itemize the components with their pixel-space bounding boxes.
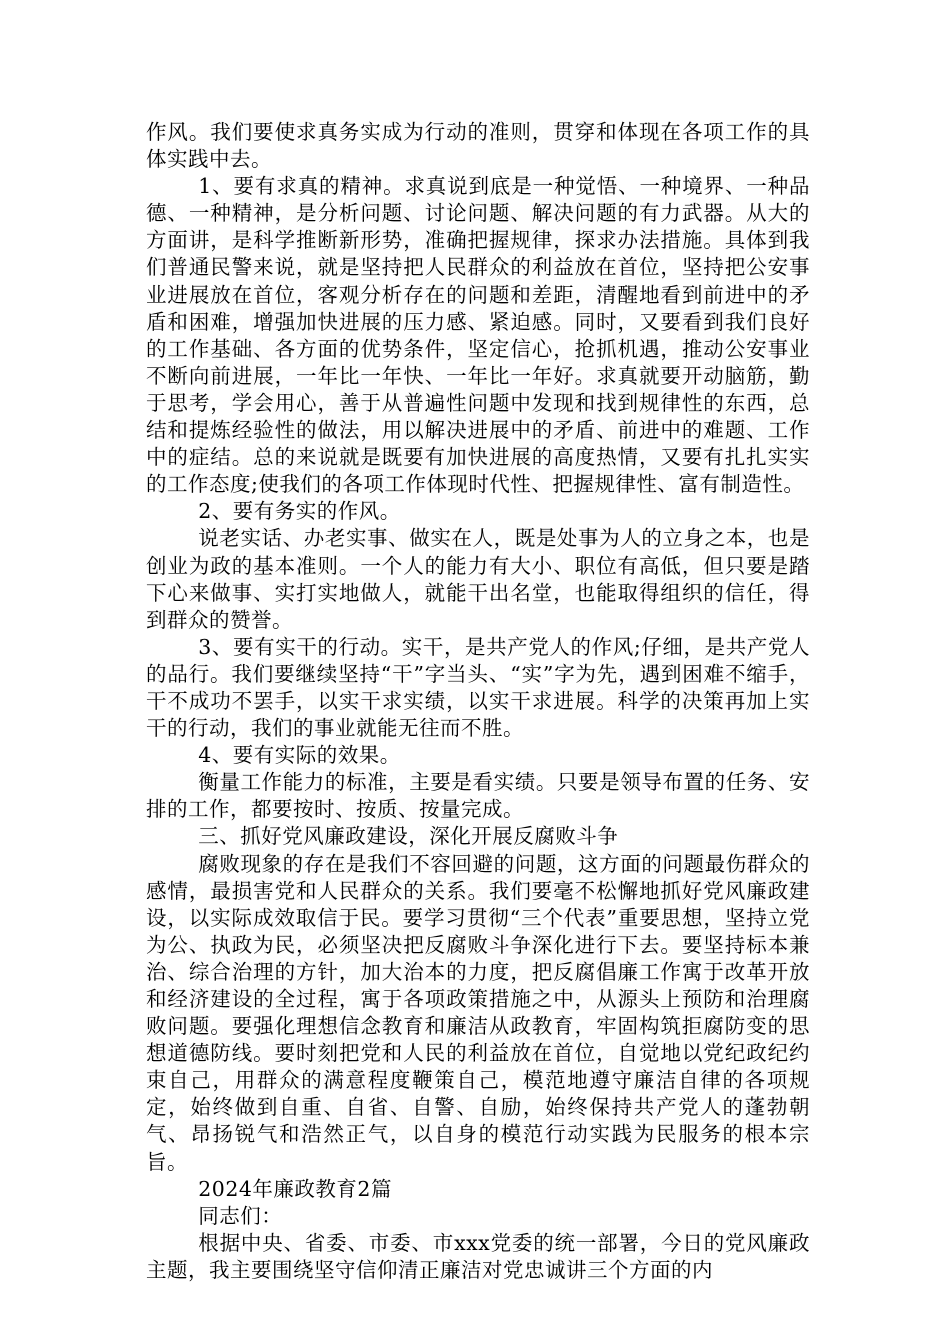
paragraph-12: 根据中央、省委、市委、市xxx党委的统一部署，今日的党风廉政主题，我主要围绕坚守信仰清正廉洁对党忠诚讲三个方面的内 [146,1230,810,1282]
paragraph-4: 说老实话、办老实事、做实在人，既是处事为人的立身之本，也是创业为政的基本准则。一个人的能力有大小、职位有高低，但只要是踏下心来做事、实打实地做人，就能干出名堂，也能取得组织的信任，得到群众的赞誉。 [146,526,810,632]
paragraph-2: 1、要有求真的精神。求真说到底是一种觉悟、一种境界、一种品德、一种精神，是分析问题、讨论问题、解决问题的有力武器。从大的方面讲，是科学推断新形势，准确把握规律，探求办法措施。具体到我们普通民警来说，就是坚持把人民群众的利益放在首位，坚持把公安事业进展放在首位，客观分析存在的问题和差距，清醒地看到前进中的矛盾和困难，增强加快进展的压力感、紧迫感。同时，又要看到我们良好的工作基础、各方面的优势条件，坚定信心，抢抓机遇，推动公安事业不断向前进展，一年比一年快、一年比一年好。求真就要开动脑筋，勤于思考，学会用心，善于从普遍性问题中发现和找到规律性的东西，总结和提炼经验性的做法，用以解决进展中的矛盾、前进中的难题、工作中的症结。总的来说就是既要有加快进展的高度热情，又要有扎扎实实的工作态度;使我们的各项工作体现时代性、把握规律性、富有制造性。 [146,174,810,497]
paragraph-1: 作风。我们要使求真务实成为行动的准则，贯穿和体现在各项工作的具体实践中去。 [146,120,810,172]
paragraph-5: 3、要有实干的行动。实干，是共产党人的作风;仔细，是共产党人的品行。我们要继续坚持“干”字当头、“实”字为先，遇到困难不缩手，干不成功不罢手，以实干求实绩，以实干求进展。科学的决策再加上实干的行动，我们的事业就能无往而不胜。 [146,634,810,741]
document-body [146,119,810,1284]
section-heading: 三、抓好党风廉政建设，深化开展反腐败斗争 [198,824,619,849]
paragraph-6: 4、要有实际的效果。 [198,743,401,768]
document-title: 2024年廉政教育2篇 [198,1176,392,1201]
paragraph-9: 腐败现象的存在是我们不容回避的问题，这方面的问题最伤群众的感情，最损害党和人民群众的关系。我们要毫不松懈地抓好党风廉政建设，以实际成效取信于民。要学习贯彻“三个代表”重要思想，坚持立党为公、执政为民，必须坚决把反腐败斗争深化进行下去。要坚持标本兼治、综合治理的方针，加大治本的力度，把反腐倡廉工作寓于改革开放和经济建设的全过程，寓于各项政策措施之中，从源头上预防和治理腐败问题。要强化理想信念教育和廉洁从政教育，牢固构筑拒腐防变的思想道德防线。要时刻把党和人民的利益放在首位，自觉地以党纪政纪约束自己，用群众的满意程度鞭策自己，模范地遵守廉洁自律的各项规定，始终做到自重、自省、自警、自励，始终保持共产党人的蓬勃朝气、昂扬锐气和浩然正气，以自身的模范行动实践为民服务的根本宗旨。 [146,851,810,1174]
paragraph-7: 衡量工作能力的标准，主要是看实绩。只要是领导布置的任务、安排的工作，都要按时、按质、按量完成。 [146,770,810,822]
salutation: 同志们： [198,1203,283,1228]
paragraph-3: 2、要有务实的作风。 [198,499,401,524]
